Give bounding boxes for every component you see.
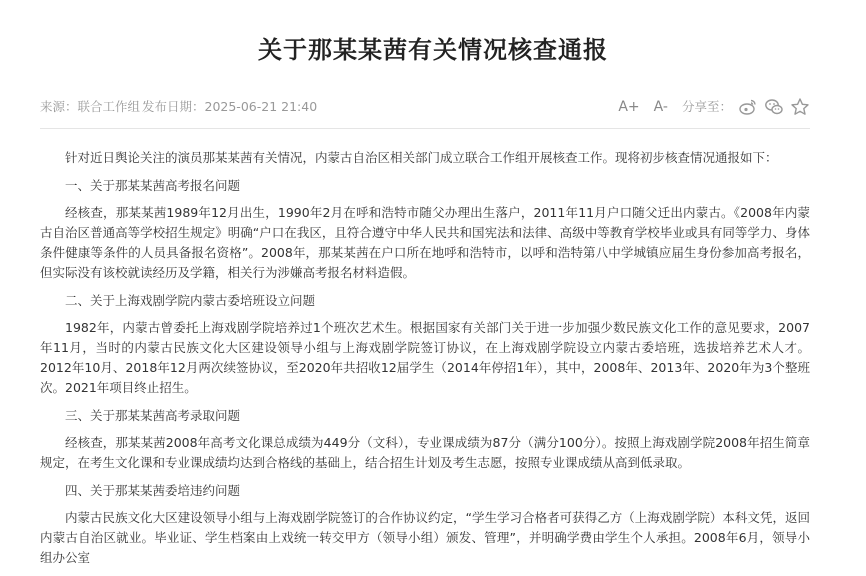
paragraph-4: 内蒙古民族文化大区建设领导小组与上海戏剧学院签订的合作协议约定，“学生学习合格者可获得乙方（上海戏剧学院）本科文凭，返回内蒙古自治区就业。毕业证、学生档案由上戏统一转交甲方（领导小组）颁发、管理”，并明确学费由学生个人承担。2008年6月，领导小组办公室 [40,510,810,565]
article-body [40,148,810,576]
weibo-icon[interactable] [738,97,758,117]
wechat-icon[interactable] [764,97,784,117]
section-heading-3: 三、关于那某某茜高考录取问题 [65,408,241,423]
paragraph-intro: 针对近日舆论关注的演员那某某茜有关情况，内蒙古自治区相关部门成立联合工作组开展核查工作。现将初步核查情况通报如下： [65,150,778,165]
paragraph-1: 经核查，那某某茜1989年12月出生，1990年2月在呼和浩特市随父办理出生落户，2011年11月户口随父迁出内蒙古。《2008年内蒙古自治区普通高等学校招生规定》明确“户口在我区，且符合遵守中华人民共和国宪法和法律、高级中等教育学校毕业或具有同等学力、身体条件健康等条件的人员具备报名资格”。2008年，那某某茜在户口所在地呼和浩特市，以呼和浩特第八中学城镇应届生身份参加高考报名，但实际没有该校就读经历及学籍，相关行为涉嫌高考报名材料造假。 [40,205,810,280]
article-title: 关于那某某茜有关情况核查通报 [258,36,608,64]
article-publish-date: 发布日期：2025-06-21 21:40 [142,99,318,114]
font-increase-button[interactable]: A+ [618,99,640,115]
font-decrease-button[interactable]: A- [653,99,668,115]
section-heading-2: 二、关于上海戏剧学院内蒙古委培班设立问题 [65,293,316,308]
paragraph-2: 1982年，内蒙古曾委托上海戏剧学院培养过1个班次艺术生。根据国家有关部门关于进一步加强少数民族文化工作的意见要求，2007年11月，当时的内蒙古民族文化大区建设领导小组与上海戏剧学院签订协议，在上海戏剧学院设立内蒙古委培班，选拔培养艺术人才。2012年10月、2018年12月两次续签协议，至2020年共招收12届学生（2014年停招1年），其中，2008年、2013年、2020年为3个整班次。2021年项目终止招生。 [40,320,810,395]
favorite-star-icon[interactable] [790,97,810,117]
article-meta [40,96,810,118]
share-label: 分享至： [681,99,732,114]
article-source: 来源：联合工作组 [40,99,141,114]
article-toolbar [604,96,810,118]
section-heading-1: 一、关于那某某茜高考报名问题 [65,178,241,193]
paragraph-3: 经核查，那某某茜2008年高考文化课总成绩为449分（文科），专业课成绩为87分（满分100分）。按照上海戏剧学院2008年招生简章规定，在考生文化课和专业课成绩均达到合格线的基础上，结合招生计划及考生志愿，按照专业课成绩从高到低录取。 [40,435,810,470]
header-divider [40,128,810,129]
section-heading-4: 四、关于那某某茜委培违约问题 [65,483,241,498]
